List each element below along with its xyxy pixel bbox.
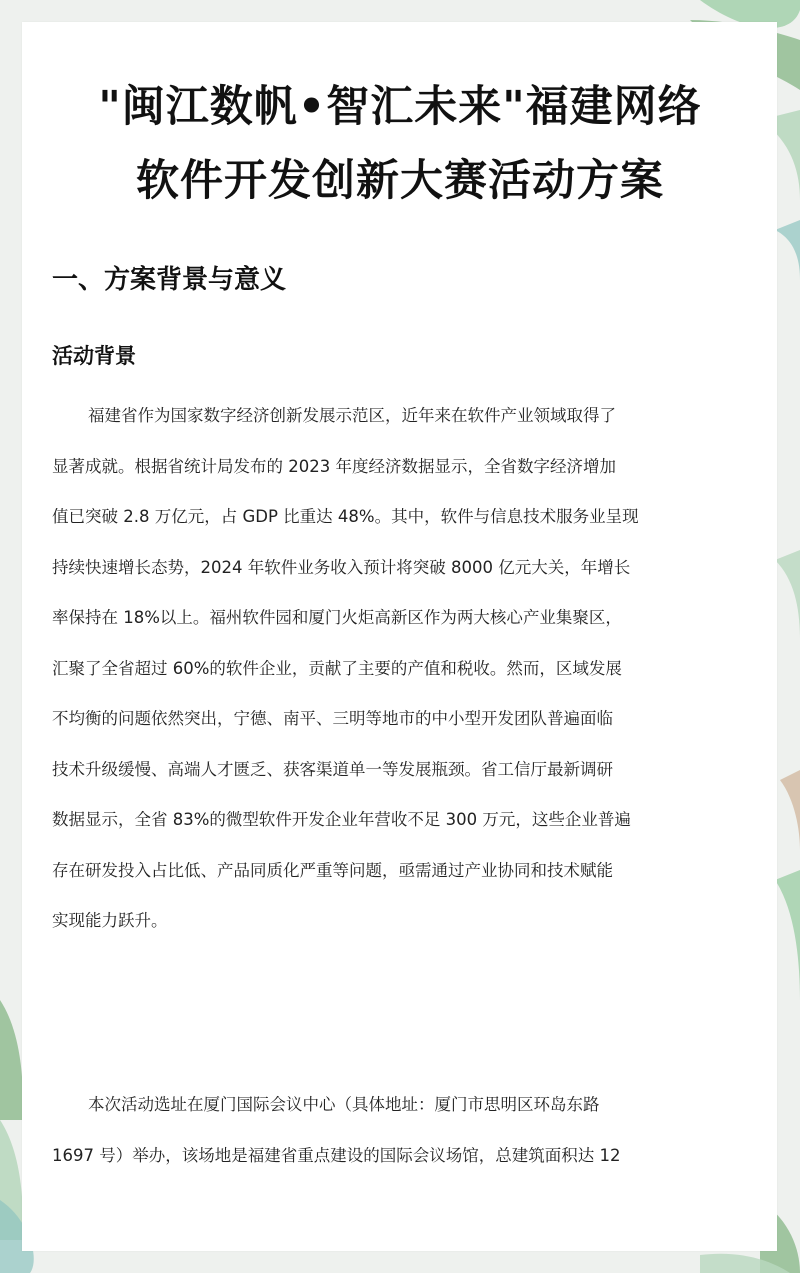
background-paragraph-1 bbox=[52, 391, 752, 947]
paragraph-line: 持续快速增长态势，2024 年软件业务收入预计将突破 8000 亿元大关，年增长 bbox=[52, 557, 631, 577]
document-title bbox=[0, 70, 800, 218]
paragraph-line: 汇聚了全省超过 60%的软件企业，贡献了主要的产值和税收。然而，区域发展 bbox=[52, 658, 622, 678]
paragraph-line: 实现能力跃升。 bbox=[52, 911, 168, 930]
section-heading: 一、方案背景与意义 bbox=[52, 265, 287, 295]
paragraph-line: 1697 号）举办，该场地是福建省重点建设的国际会议场馆，总建筑面积达 12 bbox=[52, 1145, 621, 1165]
document-title-line-2: 软件开发创新大赛活动方案 bbox=[136, 156, 664, 206]
paragraph-line: 率保持在 18%以上。福州软件园和厦门火炬高新区作为两大核心产业集聚区， bbox=[52, 608, 622, 627]
paragraph-line: 数据显示，全省 83%的微型软件开发企业年营收不足 300 万元，这些企业普遍 bbox=[52, 810, 631, 829]
paragraph-line: 存在研发投入占比低、产品同质化严重等问题，亟需通过产业协同和技术赋能 bbox=[52, 860, 613, 880]
paragraph-line: 福建省作为国家数字经济创新发展示范区，近年来在软件产业领域取得了 bbox=[88, 406, 616, 425]
background-paragraph-2 bbox=[52, 1080, 752, 1181]
paragraph-line: 不均衡的问题依然突出，宁德、南平、三明等地市的中小型开发团队普遍面临 bbox=[52, 709, 613, 728]
document-title-line-1: "闽江数帆•智汇未来"福建网络 bbox=[98, 82, 702, 132]
subsection-heading: 活动背景 bbox=[52, 344, 136, 368]
right-middle-leaves bbox=[775, 550, 800, 1000]
paragraph-line: 技术升级缓慢、高端人才匮乏、获客渠道单一等发展瓶颈。省工信厅最新调研 bbox=[52, 759, 613, 779]
paragraph-line: 值已突破 2.8 万亿元，占 GDP 比重达 48%。其中，软件与信息技术服务业呈现 bbox=[52, 507, 639, 526]
paragraph-line: 显著成就。根据省统计局发布的 2023 年度经济数据显示，全省数字经济增加 bbox=[52, 456, 616, 476]
paragraph-line: 本次活动选址在厦门国际会议中心（具体地址：厦门市思明区环岛东路 bbox=[88, 1095, 600, 1114]
